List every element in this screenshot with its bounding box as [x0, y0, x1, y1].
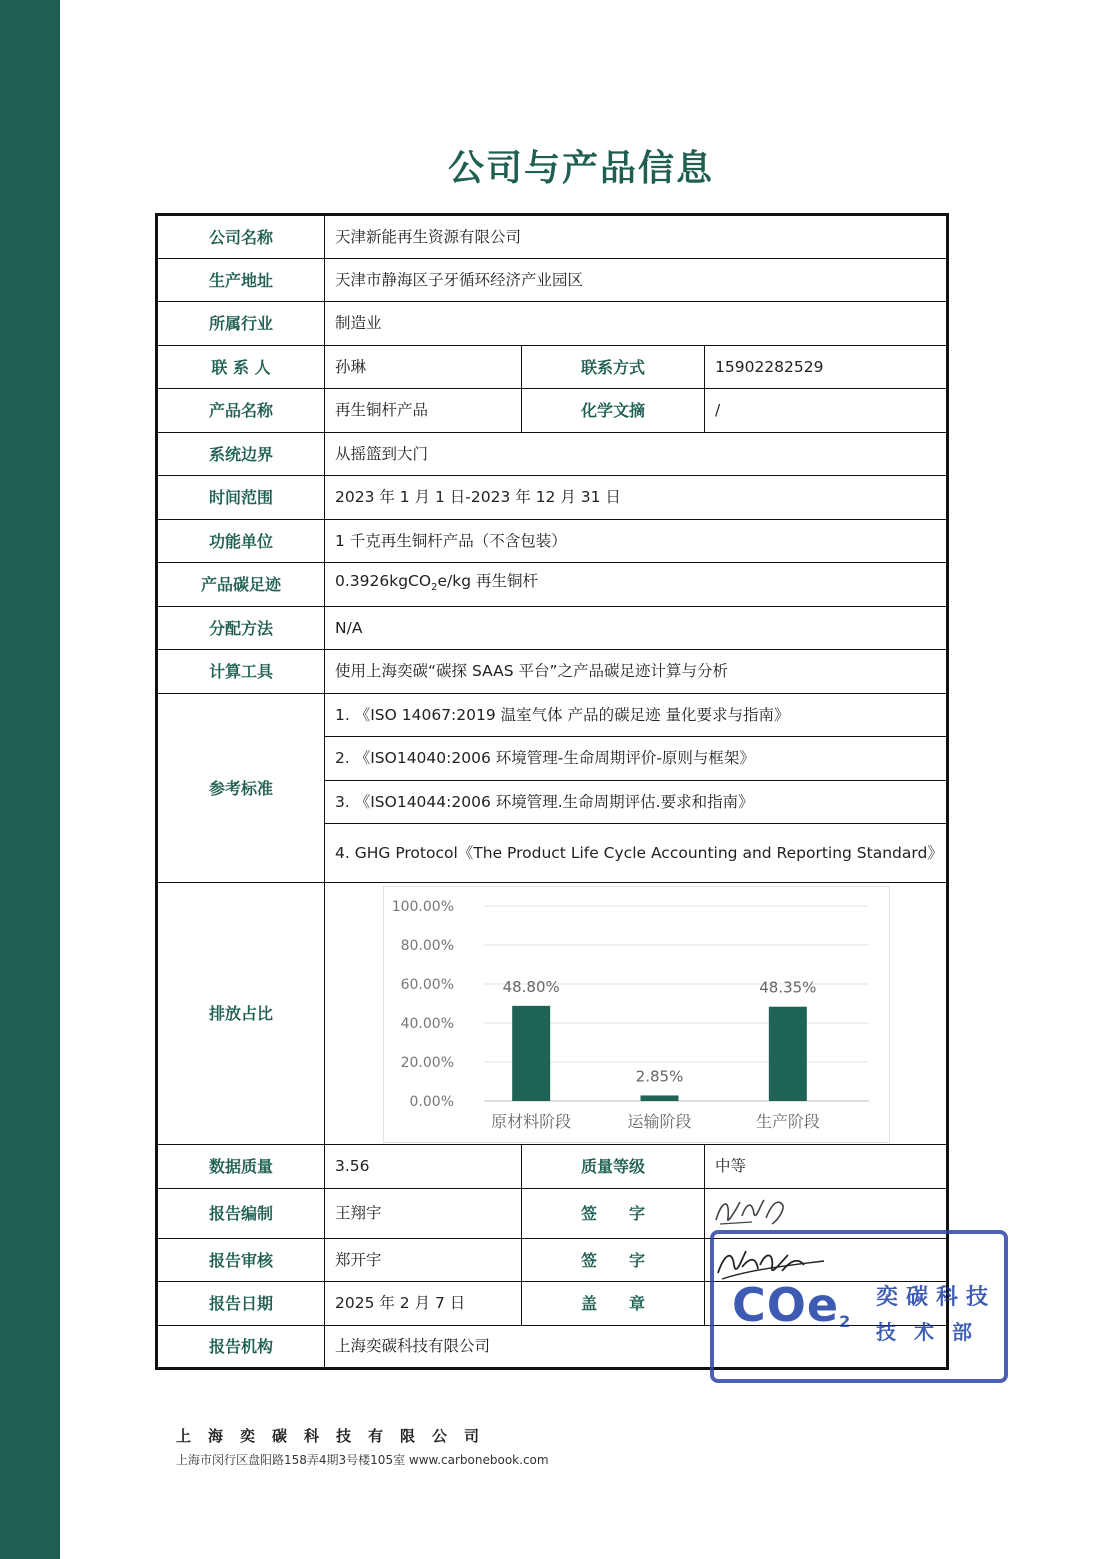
- value-production-address: 天津市静海区子牙循环经济产业园区: [325, 259, 948, 302]
- label-allocation-method: 分配方法: [157, 607, 325, 650]
- label-carbon-footprint: 产品碳足迹: [157, 563, 325, 607]
- seal-text-line2: 技术部: [876, 1320, 990, 1344]
- label-company-name: 公司名称: [157, 215, 325, 259]
- y-tick-label: 40.00%: [400, 1016, 454, 1032]
- row-contact: [157, 346, 948, 389]
- footer-address: 上海市闵行区盘阳路158弄4期3号楼105室 www.carbonebook.com: [176, 1453, 549, 1467]
- label-time-range: 时间范围: [157, 476, 325, 520]
- value-report-reviewer: 郑开宇: [325, 1239, 522, 1282]
- row-data-quality: [157, 1145, 948, 1189]
- value-quality-grade: 中等: [705, 1145, 948, 1189]
- emission-share-chart: [383, 886, 890, 1143]
- reference-standard-item: 1. 《ISO 14067:2019 温室气体 产品的碳足迹 量化要求与指南》: [325, 694, 948, 737]
- row-industry: [157, 302, 948, 346]
- value-industry: 制造业: [325, 302, 948, 346]
- seal-logo-text: COe: [732, 1278, 840, 1332]
- value-report-compiler: 王翔宇: [325, 1189, 522, 1239]
- row-emission-share: [157, 883, 948, 1145]
- value-contact-method: 15902282529: [705, 346, 948, 389]
- label-reviewer-sign: 签 字: [522, 1239, 705, 1282]
- row-production-address: [157, 259, 948, 302]
- x-tick-label: 生产阶段: [755, 1112, 820, 1131]
- label-data-quality: 数据质量: [157, 1145, 325, 1189]
- value-allocation-method: N/A: [325, 607, 948, 650]
- data-label: 2.85%: [635, 1067, 684, 1086]
- value-time-range: 2023 年 1 月 1 日-2023 年 12 月 31 日: [325, 476, 948, 520]
- row-functional-unit: [157, 520, 948, 563]
- label-functional-unit: 功能单位: [157, 520, 325, 563]
- footprint-unit: e/kg 再生铜杆: [437, 571, 538, 590]
- value-chemical-abstract: /: [705, 389, 948, 433]
- info-table: [155, 213, 949, 1370]
- label-contact-method: 联系方式: [522, 346, 705, 389]
- y-tick-label: 60.00%: [400, 977, 454, 993]
- label-chemical-abstract: 化学文摘: [522, 389, 705, 433]
- x-tick-label: 运输阶段: [627, 1112, 692, 1131]
- value-report-org: 上海奕碳科技有限公司: [325, 1326, 948, 1369]
- y-tick-label: 100.00%: [391, 899, 454, 915]
- y-tick-label: 80.00%: [400, 938, 454, 954]
- bar: [769, 1007, 807, 1101]
- value-functional-unit: 1 千克再生铜杆产品（不含包装）: [325, 520, 948, 563]
- reference-standard-item: 3. 《ISO14044:2006 环境管理.生命周期评估.要求和指南》: [325, 781, 948, 824]
- value-contact-person: 孙琳: [325, 346, 522, 389]
- value-data-quality: 3.56: [325, 1145, 522, 1189]
- value-product-name: 再生铜杆产品: [325, 389, 522, 433]
- row-calculation-tool: [157, 650, 948, 694]
- row-reference-standard-1: [157, 694, 948, 737]
- footer-company: 上海奕碳科技有限公司: [176, 1427, 497, 1445]
- bar: [512, 1006, 550, 1101]
- row-product: [157, 389, 948, 433]
- side-accent-bar: [0, 0, 60, 1559]
- label-report-reviewer: 报告审核: [157, 1239, 325, 1282]
- label-production-address: 生产地址: [157, 259, 325, 302]
- value-carbon-footprint: [325, 563, 948, 607]
- y-tick-label: 0.00%: [409, 1094, 454, 1110]
- row-carbon-footprint: [157, 563, 948, 607]
- label-seal: 盖 章: [522, 1282, 705, 1326]
- value-report-date: 2025 年 2 月 7 日: [325, 1282, 522, 1326]
- label-contact-person: 联 系 人: [157, 346, 325, 389]
- value-system-boundary: 从摇篮到大门: [325, 433, 948, 476]
- x-tick-label: 原材料阶段: [491, 1112, 572, 1131]
- footprint-number: 0.3926kgCO: [335, 571, 432, 590]
- label-reference-standards: 参考标准: [157, 694, 325, 883]
- label-system-boundary: 系统边界: [157, 433, 325, 476]
- reference-standard-item: 2. 《ISO14040:2006 环境管理-生命周期评价-原则与框架》: [325, 737, 948, 781]
- row-allocation-method: [157, 607, 948, 650]
- emission-chart-svg: [384, 887, 889, 1142]
- row-company-name: [157, 215, 948, 259]
- row-time-range: [157, 476, 948, 520]
- label-industry: 所属行业: [157, 302, 325, 346]
- y-tick-label: 20.00%: [400, 1055, 454, 1071]
- seal-logo: [732, 1278, 851, 1332]
- label-calculation-tool: 计算工具: [157, 650, 325, 694]
- data-label: 48.80%: [502, 977, 560, 996]
- seal-text-line1: 奕碳科技: [876, 1285, 997, 1310]
- emission-share-chart-cell: [325, 883, 948, 1145]
- value-calculation-tool: 使用上海奕碳“碳探 SAAS 平台”之产品碳足迹计算与分析: [325, 650, 948, 694]
- footprint-subscript: 2: [431, 582, 438, 594]
- compiler-signature: [712, 1190, 792, 1232]
- value-company-name: 天津新能再生资源有限公司: [325, 215, 948, 259]
- company-seal: [710, 1230, 1008, 1383]
- label-report-date: 报告日期: [157, 1282, 325, 1326]
- page-title: 公司与产品信息: [447, 148, 714, 189]
- data-label: 48.35%: [759, 978, 817, 997]
- label-emission-share: 排放占比: [157, 883, 325, 1145]
- label-quality-grade: 质量等级: [522, 1145, 705, 1189]
- label-compiler-sign: 签 字: [522, 1189, 705, 1239]
- reference-standard-item: 4. GHG Protocol《The Product Life Cycle Accounting and Reporting Standard》: [325, 824, 948, 883]
- label-report-org: 报告机构: [157, 1326, 325, 1369]
- label-report-compiler: 报告编制: [157, 1189, 325, 1239]
- seal-logo-sub: 2: [839, 1312, 852, 1331]
- bar: [641, 1095, 679, 1101]
- label-product-name: 产品名称: [157, 389, 325, 433]
- row-system-boundary: [157, 433, 948, 476]
